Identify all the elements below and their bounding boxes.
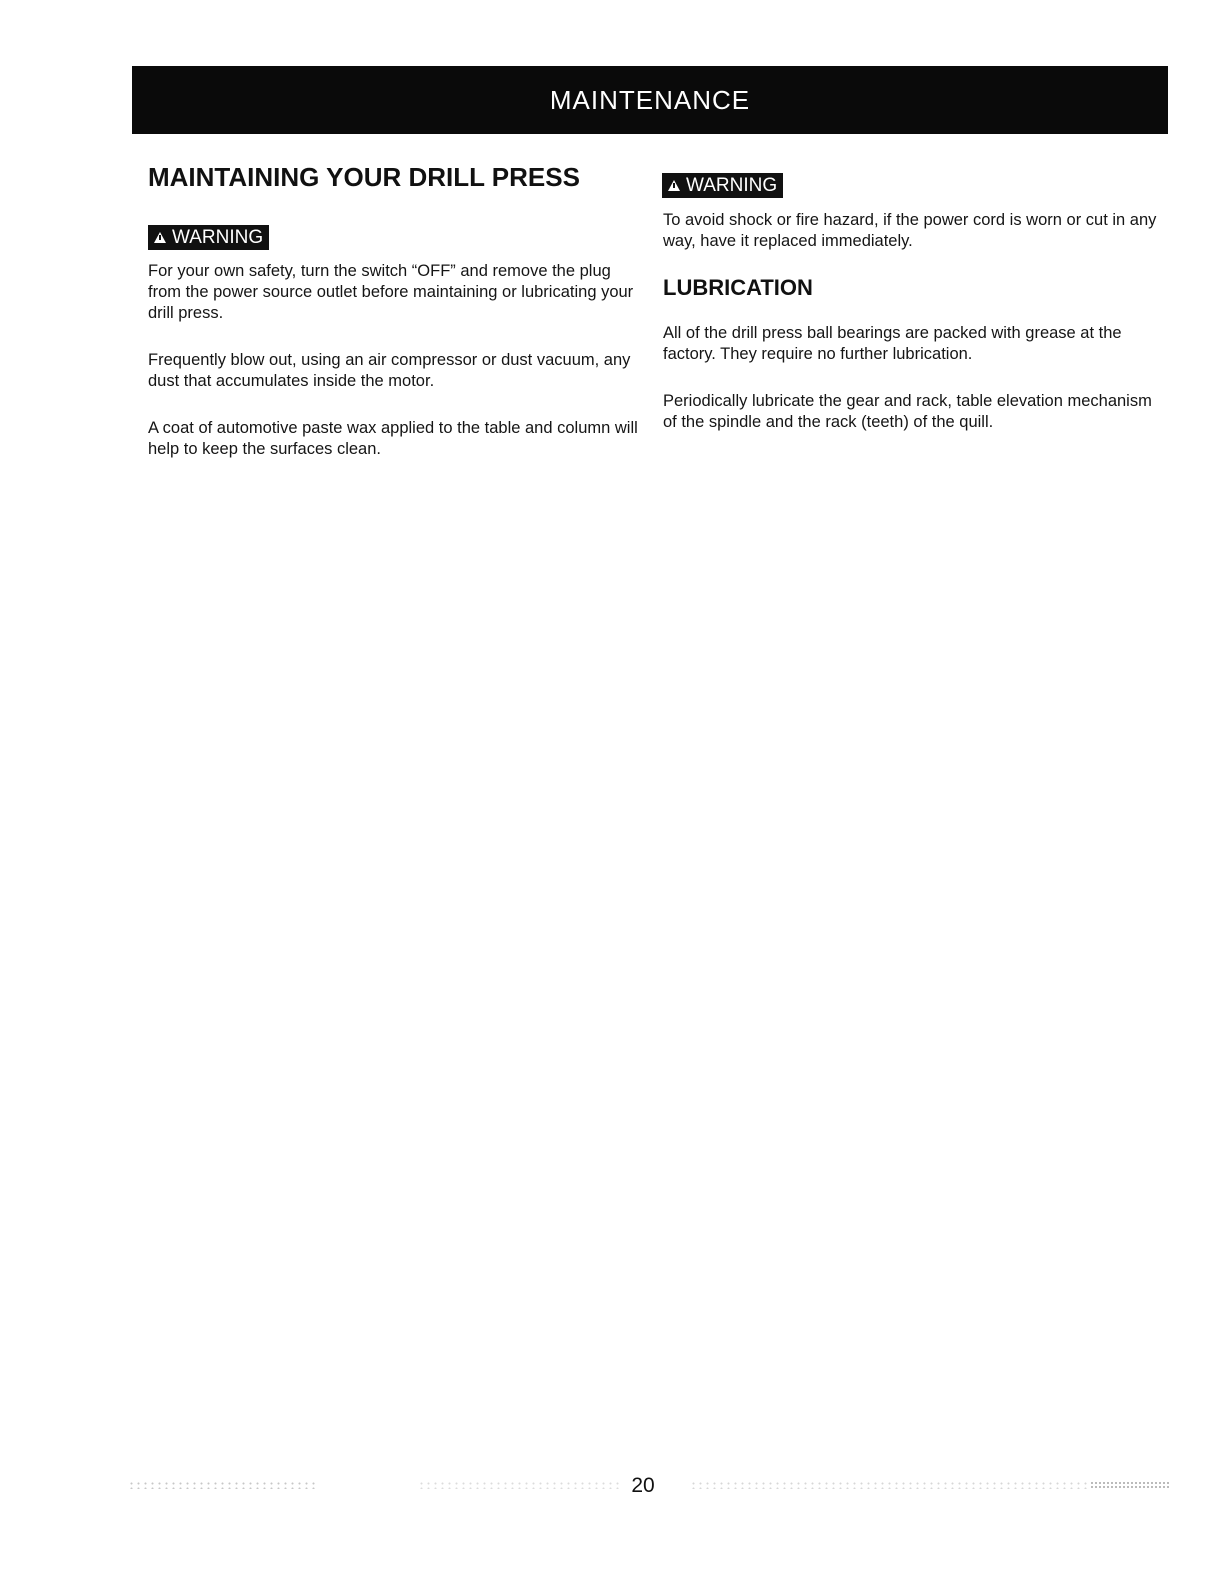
bearings-paragraph: All of the drill press ball bearings are packed with grease at the factory. They require no further lubrication. xyxy=(663,324,1122,363)
lubricate-paragraph: Periodically lubricate the gear and rack, table elevation mechanism of the spindle and the rack (teeth) of the quill. xyxy=(663,392,1152,431)
wax-paragraph: A coat of automotive paste wax applied to the table and column will help to keep the surfaces clean. xyxy=(148,419,638,458)
page-number: 20 xyxy=(631,1474,655,1497)
warning-triangle-icon xyxy=(668,180,680,191)
lubrication-title: LUBRICATION xyxy=(663,275,813,300)
safety-paragraph: For your own safety, turn the switch “OFF” and remove the plug from the power source outlet before maintaining or lubricating your drill press. xyxy=(148,262,634,322)
section-header-bar xyxy=(132,66,1168,134)
warning-badge-left xyxy=(148,225,269,250)
dust-paragraph: Frequently blow out, using an air compressor or dust vacuum, any dust that accumulates inside the motor. xyxy=(148,351,631,390)
warning-triangle-icon xyxy=(154,232,166,243)
maintaining-title: MAINTAINING YOUR DRILL PRESS xyxy=(148,162,580,192)
power-cord-warning-text: To avoid shock or fire hazard, if the power cord is worn or cut in any way, have it replaced immediately. xyxy=(663,211,1157,250)
warning-label-left: WARNING xyxy=(172,227,264,248)
warning-label-right: WARNING xyxy=(686,175,778,196)
warning-badge-right xyxy=(662,173,783,198)
section-header-title: MAINTENANCE xyxy=(549,84,751,115)
